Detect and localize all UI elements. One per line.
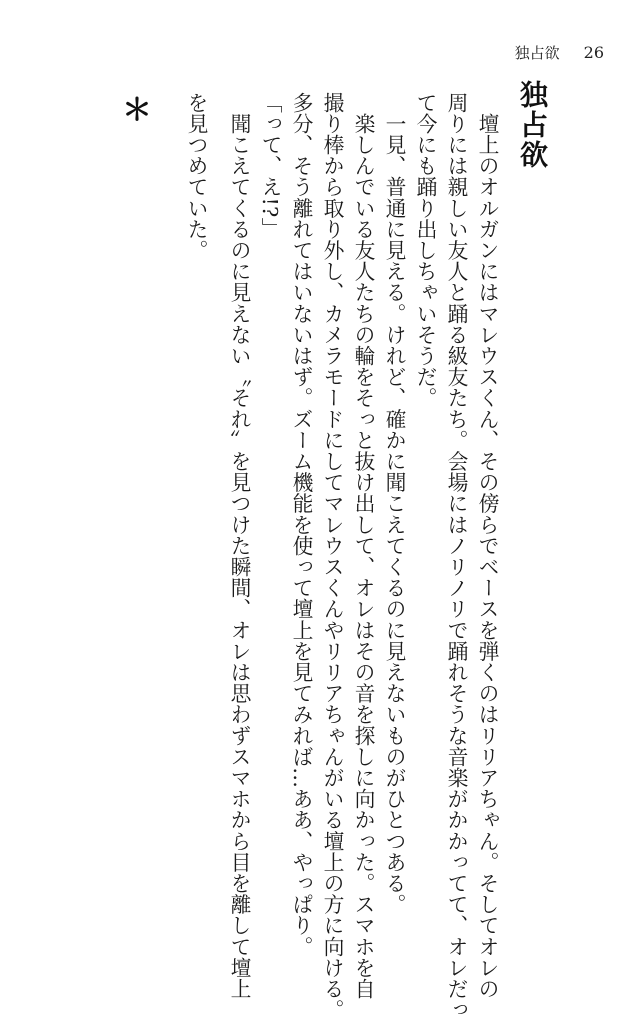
text-line: 壇上のオルガンにはマレウスくん、その傍らでベースを弾くのはリリアちゃん。そしてオレの (475, 92, 499, 1000)
body-text (223, 92, 502, 1020)
text-line: を見つめていた。 (184, 92, 208, 261)
text-line: 楽しんでいる友人たちの輪をそっと抜け出して、オレはその音を探しに向かった。スマホを自 (351, 92, 375, 1000)
text-line: 多分、そう離れてはいないはず。ズーム機能を使って壇上を見てみれば…ああ、やっぱり。 (289, 92, 313, 958)
text-line: 撮り棒から取り外し、カメラモードにしてマレウスくんやリリアちゃんがいる壇上の方に向ける。 (320, 92, 344, 1020)
chapter-title: 独占欲 (516, 80, 549, 170)
running-title: 独占欲 (514, 44, 560, 62)
body-text-continuation (180, 92, 211, 882)
text-line: 一見、普通に見える。けれど、確かに聞こえてくるのに見えないものがひとつある。 (382, 92, 406, 915)
running-header (515, 42, 604, 63)
section-break-asterisk: ＊ (122, 93, 152, 128)
text-line: て今にも踊り出しちゃいそうだ。 (413, 92, 437, 409)
text-line: 周りには親しい友人と踊る級友たち。会場にはノリノリで踊れそうな音楽がかかってて、オレだっ (444, 92, 468, 1020)
text-line: 聞こえてくるのに見えない〝それ〟を見つけた瞬間、オレは思わずスマホから目を離して壇上 (227, 92, 251, 1000)
page-number: 26 (583, 43, 604, 62)
text-line: 「って、え!?」 (258, 92, 282, 239)
